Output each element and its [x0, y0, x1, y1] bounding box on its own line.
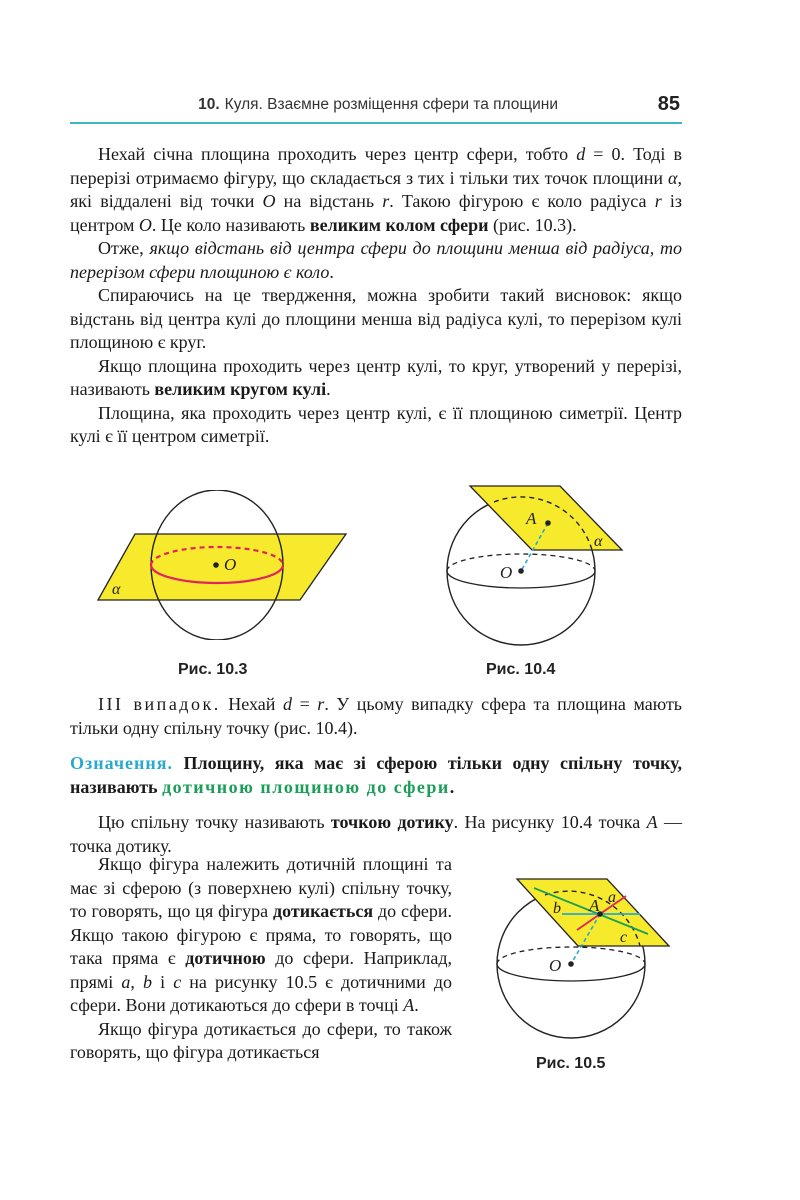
definition-label: Означення. [70, 753, 174, 773]
figure-10-3 [90, 490, 360, 640]
paragraph-7: Якщо фігура належить дотичній площині та має зі сферою (з поверхнею кулі) спільну точку, то говорять, що ця фігура дотикається до сфери. Якщо такою фігурою є пряма, то говорять, що така пряма є дотичною до сфери. Наприклад, прямі a, b і c на рисунку 10.5 є дотичними до сфери. Вони дотикаються до сфери в точці A. [70, 854, 452, 1015]
label-O: O [224, 555, 237, 574]
label-O: O [549, 956, 562, 975]
definition: Означення. Площину, яка має зі сферою тільки одну спільну точку, називають дотичною площиною до сфери. [70, 753, 682, 797]
section-title [198, 96, 558, 114]
paragraph-2: Отже, якщо відстань від центра сфери до площини менша від радіуса, то перерізом сфери площиною є коло. [70, 238, 682, 282]
label-O: O [500, 563, 513, 582]
section-title-text: Куля. Взаємне розміщення сфери та площини [224, 96, 558, 113]
label-alpha: α [112, 581, 121, 598]
figure-10-5 [490, 874, 675, 1049]
caption-fig-10-5: Рис. 10.5 [536, 1055, 606, 1072]
label-A: A [526, 509, 537, 528]
point-A [545, 520, 551, 526]
page-number: 85 [657, 93, 680, 115]
page-header [70, 94, 682, 124]
text-block-3 [70, 853, 452, 1065]
label-alpha: α [594, 533, 603, 550]
paragraph-6: Цю спільну точку називають точкою дотику. На рисунку 10.4 точка A — точка дотику. [70, 812, 682, 856]
label-a: a [608, 889, 616, 906]
label-b: b [553, 900, 561, 917]
caption-fig-10-4: Рис. 10.4 [486, 661, 556, 678]
paragraph-4: Якщо площина проходить через центр кулі, то круг, утворений у перерізі, називають великим кругом кулі. [70, 355, 682, 399]
paragraph-8: Якщо фігура дотикається до сфери, то також говорять, що фігура дотикається [70, 1018, 452, 1062]
caption-fig-10-3: Рис. 10.3 [178, 661, 248, 678]
text-block-2 [70, 693, 682, 858]
label-A: A [589, 896, 600, 915]
text-block-1 [70, 143, 682, 449]
label-c: c [620, 929, 628, 946]
center-point [568, 961, 574, 967]
plane-alpha [98, 534, 346, 600]
section-number: 10. [198, 96, 220, 113]
paragraph-3: Спираючись на це твердження, можна зробити такий висновок: якщо відстань від центра кулі до площини менша від радіуса кулі, то перерізом кулі площиною є круг. [70, 285, 682, 352]
center-point [213, 562, 219, 568]
definition-term: дотичною площиною до сфери [162, 776, 450, 797]
case-paragraph: III випадок. Нехай d = r. У цьому випадку сфера та площина мають тільки одну спільну точку (рис. 10.4). [70, 694, 683, 738]
paragraph-5: Площина, яка проходить через центр кулі, є її площиною симетрії. Центр кулі є її центром симетрії. [70, 402, 682, 446]
figure-10-4 [440, 482, 630, 657]
paragraph-1: Нехай січна площина проходить через центр сфери, тобто d = 0. Тоді в перерізі отримаємо фігуру, що складається з тих і тільки тих точок площини α, які віддалені від точки O на відстань r. Такою фігурою є коло радіуса r із центром O. Це коло називають великим колом сфери (рис. 10.3). [70, 144, 682, 235]
center-point [518, 568, 524, 574]
